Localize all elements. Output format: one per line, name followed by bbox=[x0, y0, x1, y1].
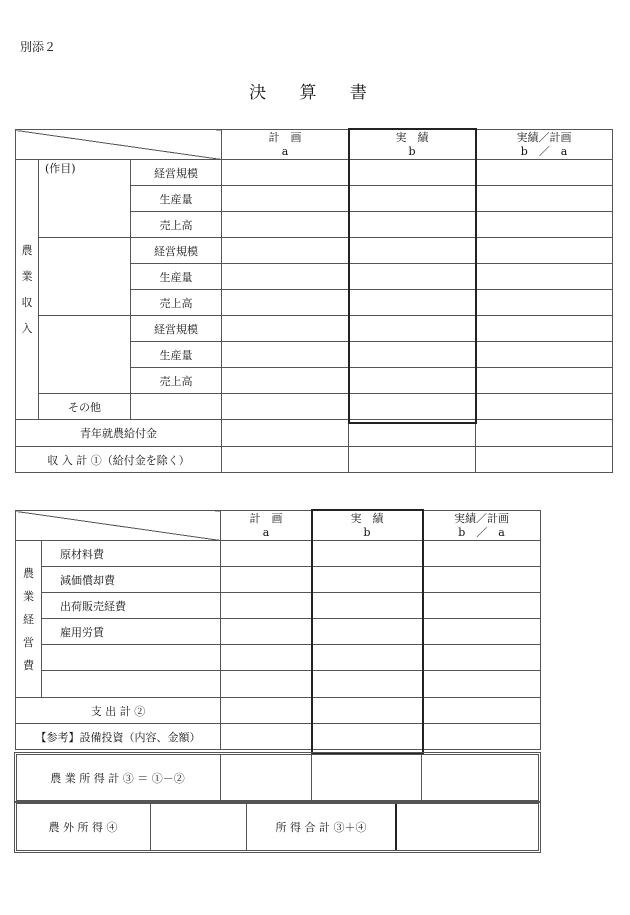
row-farm-income-label: 農 業 所 得 計 ③ ＝ ①－② bbox=[50, 771, 185, 785]
row-scale-label: 経営規模 bbox=[131, 160, 222, 186]
row-sales-label: 売上高 bbox=[131, 212, 222, 238]
income-table bbox=[15, 129, 613, 473]
input-cell[interactable] bbox=[222, 394, 349, 420]
input-cell[interactable] bbox=[423, 619, 541, 645]
income-section-label: 農 業 収 入 bbox=[16, 160, 39, 420]
input-cell[interactable] bbox=[476, 186, 613, 212]
input-cell[interactable] bbox=[222, 160, 349, 186]
expense-item-label: 出荷販売経費 bbox=[42, 593, 221, 619]
farm-income-ratio-input[interactable] bbox=[422, 755, 538, 800]
input-cell[interactable] bbox=[349, 290, 476, 316]
input-cell[interactable] bbox=[222, 212, 349, 238]
input-cell[interactable] bbox=[221, 645, 312, 671]
input-cell[interactable] bbox=[312, 619, 423, 645]
crop-label: (作目) bbox=[45, 162, 76, 175]
input-cell[interactable] bbox=[476, 447, 613, 473]
input-cell[interactable] bbox=[221, 541, 312, 567]
expense-item-label: 原材料費 bbox=[42, 541, 221, 567]
input-cell[interactable] bbox=[423, 541, 541, 567]
row-production-label: 生産量 bbox=[131, 264, 222, 290]
row-grand-total-label: 所 得 合 計 ③＋④ bbox=[275, 821, 367, 834]
input-cell[interactable] bbox=[349, 316, 476, 342]
input-cell[interactable] bbox=[423, 698, 541, 724]
input-cell[interactable] bbox=[221, 567, 312, 593]
input-cell[interactable] bbox=[222, 420, 349, 447]
row-reference-label: 【参考】設備投資（内容、金額） bbox=[16, 724, 221, 750]
input-cell[interactable] bbox=[476, 342, 613, 368]
expense-table bbox=[15, 510, 541, 750]
input-cell[interactable] bbox=[222, 447, 349, 473]
page-title: 決 算 書 bbox=[249, 83, 381, 103]
row-scale-label: 経営規模 bbox=[131, 238, 222, 264]
input-cell[interactable] bbox=[476, 212, 613, 238]
input-cell[interactable] bbox=[349, 394, 476, 420]
input-cell[interactable] bbox=[312, 724, 423, 750]
input-cell[interactable] bbox=[312, 698, 423, 724]
input-cell[interactable] bbox=[312, 645, 423, 671]
expense-item-label[interactable] bbox=[42, 671, 221, 698]
input-cell[interactable] bbox=[349, 447, 476, 473]
input-cell[interactable] bbox=[349, 212, 476, 238]
expense-col-actual: 実 績 b bbox=[312, 511, 423, 541]
input-cell[interactable] bbox=[312, 567, 423, 593]
input-cell[interactable] bbox=[312, 593, 423, 619]
input-cell[interactable] bbox=[349, 160, 476, 186]
income-col-plan: 計 画 a bbox=[222, 130, 349, 160]
input-cell[interactable] bbox=[476, 264, 613, 290]
input-cell[interactable] bbox=[423, 671, 541, 698]
expense-header-corner bbox=[16, 511, 221, 541]
expense-item-label[interactable] bbox=[42, 645, 221, 671]
input-cell[interactable] bbox=[222, 290, 349, 316]
divider bbox=[395, 804, 397, 850]
expense-col-plan: 計 画 a bbox=[221, 511, 312, 541]
row-expense-total-label: 支 出 計 ② bbox=[16, 698, 221, 724]
input-cell[interactable] bbox=[476, 394, 613, 420]
input-cell[interactable] bbox=[222, 368, 349, 394]
crop-name-cell[interactable] bbox=[39, 160, 131, 238]
expense-section-label: 農 業 経 営 費 bbox=[16, 541, 42, 698]
expense-item-label: 減価償却費 bbox=[42, 567, 221, 593]
row-other-label: その他 bbox=[39, 394, 131, 420]
input-cell[interactable] bbox=[476, 420, 613, 447]
input-cell[interactable] bbox=[349, 342, 476, 368]
input-cell[interactable] bbox=[349, 186, 476, 212]
input-cell[interactable] bbox=[349, 264, 476, 290]
input-cell[interactable] bbox=[222, 186, 349, 212]
row-scale-label: 経営規模 bbox=[131, 316, 222, 342]
input-cell[interactable] bbox=[476, 160, 613, 186]
input-cell[interactable] bbox=[423, 645, 541, 671]
farm-income-plan-input[interactable] bbox=[221, 755, 311, 800]
input-cell[interactable] bbox=[476, 238, 613, 264]
input-cell[interactable] bbox=[221, 593, 312, 619]
input-cell[interactable] bbox=[312, 671, 423, 698]
grand-total-input[interactable] bbox=[398, 804, 538, 850]
input-cell[interactable] bbox=[423, 567, 541, 593]
input-cell[interactable] bbox=[222, 316, 349, 342]
input-cell[interactable] bbox=[221, 724, 312, 750]
income-header-corner bbox=[16, 130, 222, 160]
annex-label: 別添２ bbox=[20, 40, 57, 54]
income-col-actual: 実 績 b bbox=[349, 130, 476, 160]
crop-name-cell[interactable] bbox=[39, 316, 131, 394]
row-benefit-label: 青年就農給付金 bbox=[16, 420, 222, 447]
input-cell[interactable] bbox=[476, 290, 613, 316]
input-cell[interactable] bbox=[476, 368, 613, 394]
input-cell[interactable] bbox=[349, 368, 476, 394]
farm-income-actual-input[interactable] bbox=[312, 755, 421, 800]
row-income-total-label: 収 入 計 ①（給付金を除く） bbox=[16, 447, 222, 473]
input-cell[interactable] bbox=[476, 316, 613, 342]
input-cell[interactable] bbox=[221, 619, 312, 645]
input-cell[interactable] bbox=[131, 394, 222, 420]
nonfarm-income-input[interactable] bbox=[151, 804, 246, 850]
row-sales-label: 売上高 bbox=[131, 368, 222, 394]
input-cell[interactable] bbox=[221, 671, 312, 698]
input-cell[interactable] bbox=[423, 724, 541, 750]
input-cell[interactable] bbox=[221, 698, 312, 724]
income-col-ratio: 実績／計画 b ／ a bbox=[476, 130, 613, 160]
row-nonfarm-label: 農 外 所 得 ④ bbox=[48, 821, 118, 834]
crop-name-cell[interactable] bbox=[39, 238, 131, 316]
input-cell[interactable] bbox=[222, 342, 349, 368]
row-production-label: 生産量 bbox=[131, 342, 222, 368]
row-sales-label: 売上高 bbox=[131, 290, 222, 316]
input-cell[interactable] bbox=[222, 264, 349, 290]
input-cell[interactable] bbox=[312, 541, 423, 567]
row-production-label: 生産量 bbox=[131, 186, 222, 212]
input-cell[interactable] bbox=[423, 593, 541, 619]
input-cell[interactable] bbox=[349, 420, 476, 447]
input-cell[interactable] bbox=[349, 238, 476, 264]
input-cell[interactable] bbox=[222, 238, 349, 264]
expense-col-ratio: 実績／計画 b ／ a bbox=[423, 511, 541, 541]
expense-item-label: 雇用労賃 bbox=[42, 619, 221, 645]
